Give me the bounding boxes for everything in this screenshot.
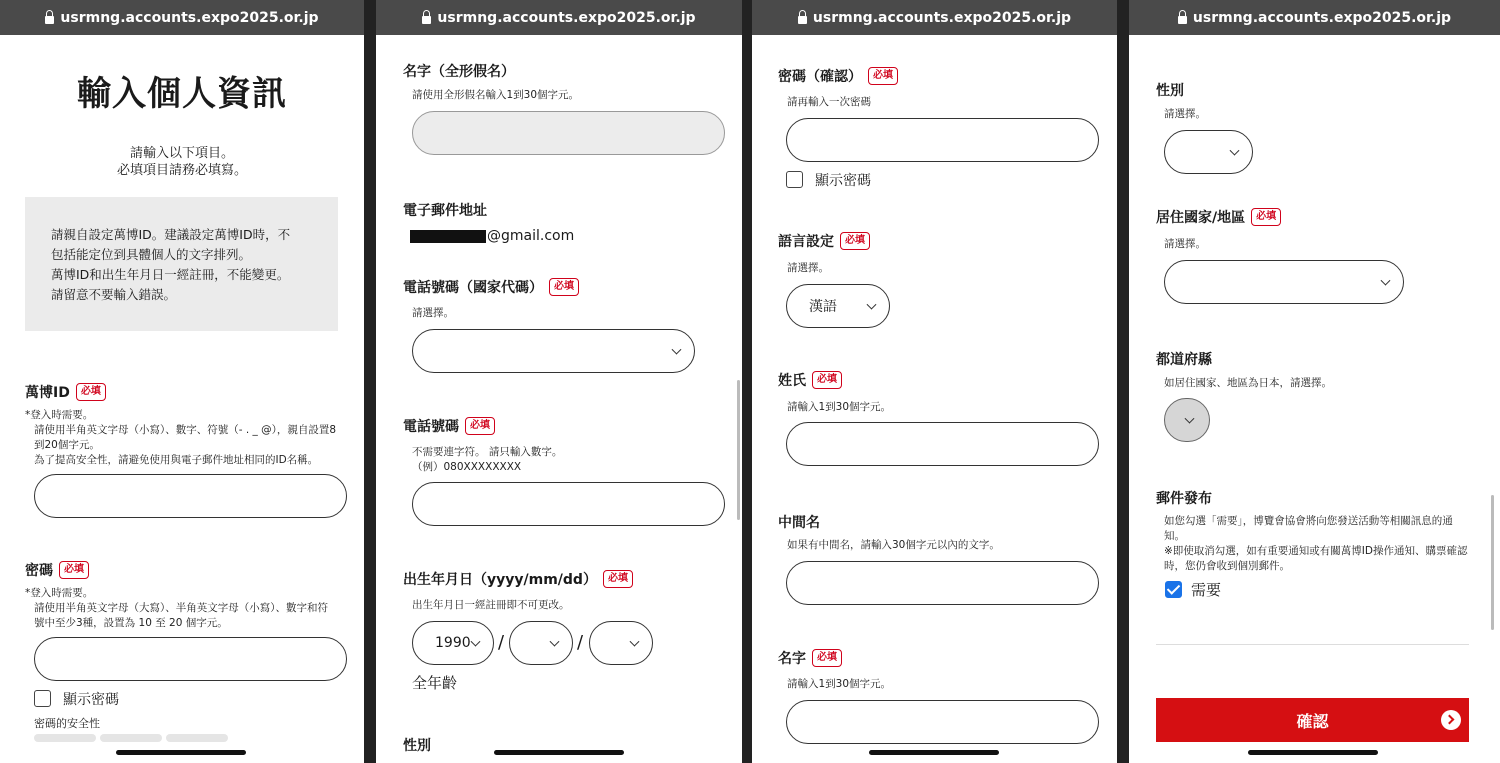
middle-name-label: 中間名 [778, 515, 820, 531]
kana-name-label: 名字（全形假名） [403, 64, 515, 80]
url-text: usrmng.accounts.expo2025.or.jp [60, 9, 319, 26]
chevron-down-icon [672, 345, 682, 355]
screen-3 [752, 0, 1117, 763]
lock-icon [422, 16, 431, 24]
last-name-label: 姓氏 必填 [778, 370, 842, 390]
required-badge: 必填 [603, 570, 633, 588]
last-name-input[interactable] [786, 422, 1099, 466]
country-code-hint: 請選擇。 [412, 307, 454, 319]
lock-icon [798, 16, 807, 24]
newsletter-label: 郵件發布 [1156, 491, 1212, 507]
strength-bar-2 [100, 734, 162, 742]
country-label: 居住國家/地區 必填 [1156, 207, 1281, 227]
url-text: usrmng.accounts.expo2025.or.jp [812, 9, 1072, 26]
scrollbar[interactable] [737, 380, 740, 520]
strength-bar-3 [166, 734, 228, 742]
password-hint: *登入時需要。 請使用半角英文字母（大寫）、半角英文字母（小寫）、數字和符 號中至少3種，設置為 10 至 20 個字元。 [25, 587, 328, 629]
password-confirm-hint: 請再輸入一次密碼 [787, 96, 871, 108]
password-input[interactable] [34, 637, 347, 681]
required-badge: 必填 [1251, 208, 1281, 226]
url-bar[interactable] [0, 0, 364, 35]
kana-name-hint: 請使用全形假名輸入1到30個字元。 [412, 89, 580, 101]
password-label: 密碼 必填 [25, 560, 89, 580]
url-bar[interactable] [1129, 0, 1500, 35]
scrollbar[interactable] [1491, 495, 1494, 630]
phone-input[interactable] [412, 482, 725, 526]
first-name-hint: 請輸入1到30個字元。 [787, 678, 892, 690]
home-indicator [494, 750, 624, 755]
show-password-label: 顯示密碼 [815, 173, 871, 189]
birthdate-label: 出生年月日（yyyy/mm/dd） 必填 [403, 569, 633, 589]
url-text: usrmng.accounts.expo2025.or.jp [437, 9, 696, 26]
url-bar[interactable] [752, 0, 1117, 35]
required-badge: 必填 [549, 278, 579, 296]
chevron-down-icon [471, 637, 481, 647]
divider [1156, 644, 1469, 645]
chevron-down-icon [1381, 276, 1391, 286]
url-text: usrmng.accounts.expo2025.or.jp [1192, 9, 1452, 26]
intro-text: 請輸入以下項目。 必填項目請務必填寫。 [116, 146, 247, 178]
arrow-right-circle-icon [1441, 710, 1461, 730]
first-name-label: 名字 必填 [778, 648, 842, 668]
gender-label: 性別 [403, 738, 431, 754]
last-name-hint: 請輸入1到30個字元。 [787, 401, 892, 413]
lock-icon [1178, 16, 1187, 24]
phone-hint: 不需要連字符。 請只輸入數字。 （例）080XXXXXXXX [412, 446, 563, 473]
middle-name-hint: 如果有中間名，請輸入30個字元以內的文字。 [787, 539, 1000, 551]
required-badge: 必填 [840, 232, 870, 250]
gender-select[interactable] [1164, 130, 1253, 174]
birth-year-select[interactable]: 1990 [412, 621, 494, 665]
prefecture-select[interactable] [1164, 398, 1210, 442]
required-badge: 必填 [465, 417, 495, 435]
show-password-checkbox[interactable] [34, 690, 51, 707]
country-code-label: 電話號碼（國家代碼） 必填 [403, 277, 579, 297]
middle-name-input[interactable] [786, 561, 1099, 605]
age-note: 全年齡 [412, 674, 458, 692]
kana-name-input[interactable] [412, 111, 725, 155]
screen-4 [1129, 0, 1500, 763]
required-badge: 必填 [812, 371, 842, 389]
birth-month-select[interactable] [509, 621, 573, 665]
birth-day-select[interactable] [589, 621, 653, 665]
prefecture-label: 都道府縣 [1156, 352, 1212, 368]
language-hint: 請選擇。 [787, 262, 829, 274]
required-badge: 必填 [868, 67, 898, 85]
screen-1 [0, 0, 364, 763]
newsletter-hint: 如您勾選「需要」，博覽會協會將向您發送活動等相關訊息的通 知。 ※即使取消勾選，如有重要通知或有關萬博ID操作通知、購票確認 時，您仍會收到個別郵件。 [1164, 515, 1468, 572]
country-select[interactable] [1164, 260, 1404, 304]
chevron-down-icon [630, 637, 640, 647]
birthdate-hint: 出生年月日一經註冊即不可更改。 [412, 599, 570, 611]
chevron-down-icon [867, 300, 877, 310]
home-indicator [1248, 750, 1378, 755]
newsletter-checkbox[interactable] [1165, 581, 1182, 598]
expo-id-hint: *登入時需要。 請使用半角英文字母（小寫）、數字、符號（- . _ @），親自設置8 到20個字元。 為了提高安全性，請避免使用與電子郵件地址相同的ID名稱。 [25, 409, 337, 466]
expo-id-input[interactable] [34, 474, 347, 518]
lock-icon [45, 16, 54, 24]
password-confirm-label: 密碼（確認） 必填 [778, 66, 898, 86]
required-badge: 必填 [76, 383, 106, 401]
home-indicator [116, 750, 246, 755]
email-label: 電子郵件地址 [403, 203, 487, 219]
show-password-label: 顯示密碼 [63, 692, 119, 708]
first-name-input[interactable] [786, 700, 1099, 744]
language-select[interactable]: 漢語 [786, 284, 890, 328]
required-badge: 必填 [59, 561, 89, 579]
newsletter-option-label: 需要 [1191, 581, 1222, 599]
required-badge: 必填 [812, 649, 842, 667]
home-indicator [869, 750, 999, 755]
password-strength-label: 密碼的安全性 [34, 717, 100, 730]
date-separator: / [498, 632, 505, 653]
country-code-select[interactable] [412, 329, 695, 373]
url-bar[interactable] [376, 0, 742, 35]
show-password-checkbox[interactable] [786, 171, 803, 188]
expo-id-label: 萬博ID 必填 [25, 382, 106, 402]
date-separator: / [577, 632, 584, 653]
redacted-block [410, 230, 486, 243]
chevron-down-icon [1185, 414, 1195, 424]
notice-box: 請親自設定萬博ID。建議設定萬博ID時，不 包括能定位到具體個人的文字排列。 萬博ID和出生年月日一經註冊，不能變更。 請留意不要輸入錯誤。 [25, 197, 338, 331]
chevron-down-icon [550, 637, 560, 647]
gender-label: 性別 [1156, 83, 1184, 99]
phone-label: 電話號碼 必填 [403, 416, 495, 436]
language-label: 語言設定 必填 [778, 231, 870, 251]
strength-bar-1 [34, 734, 96, 742]
page-title: 輸入個人資訊 [77, 74, 287, 114]
email-value: @gmail.com [410, 228, 574, 244]
confirm-button[interactable]: 確認 [1156, 698, 1469, 742]
country-hint: 請選擇。 [1164, 238, 1206, 250]
gender-hint: 請選擇。 [1164, 108, 1206, 120]
password-confirm-input[interactable] [786, 118, 1099, 162]
prefecture-hint: 如居住國家、地區為日本，請選擇。 [1164, 377, 1332, 389]
chevron-down-icon [1230, 146, 1240, 156]
screen-2 [376, 0, 742, 763]
